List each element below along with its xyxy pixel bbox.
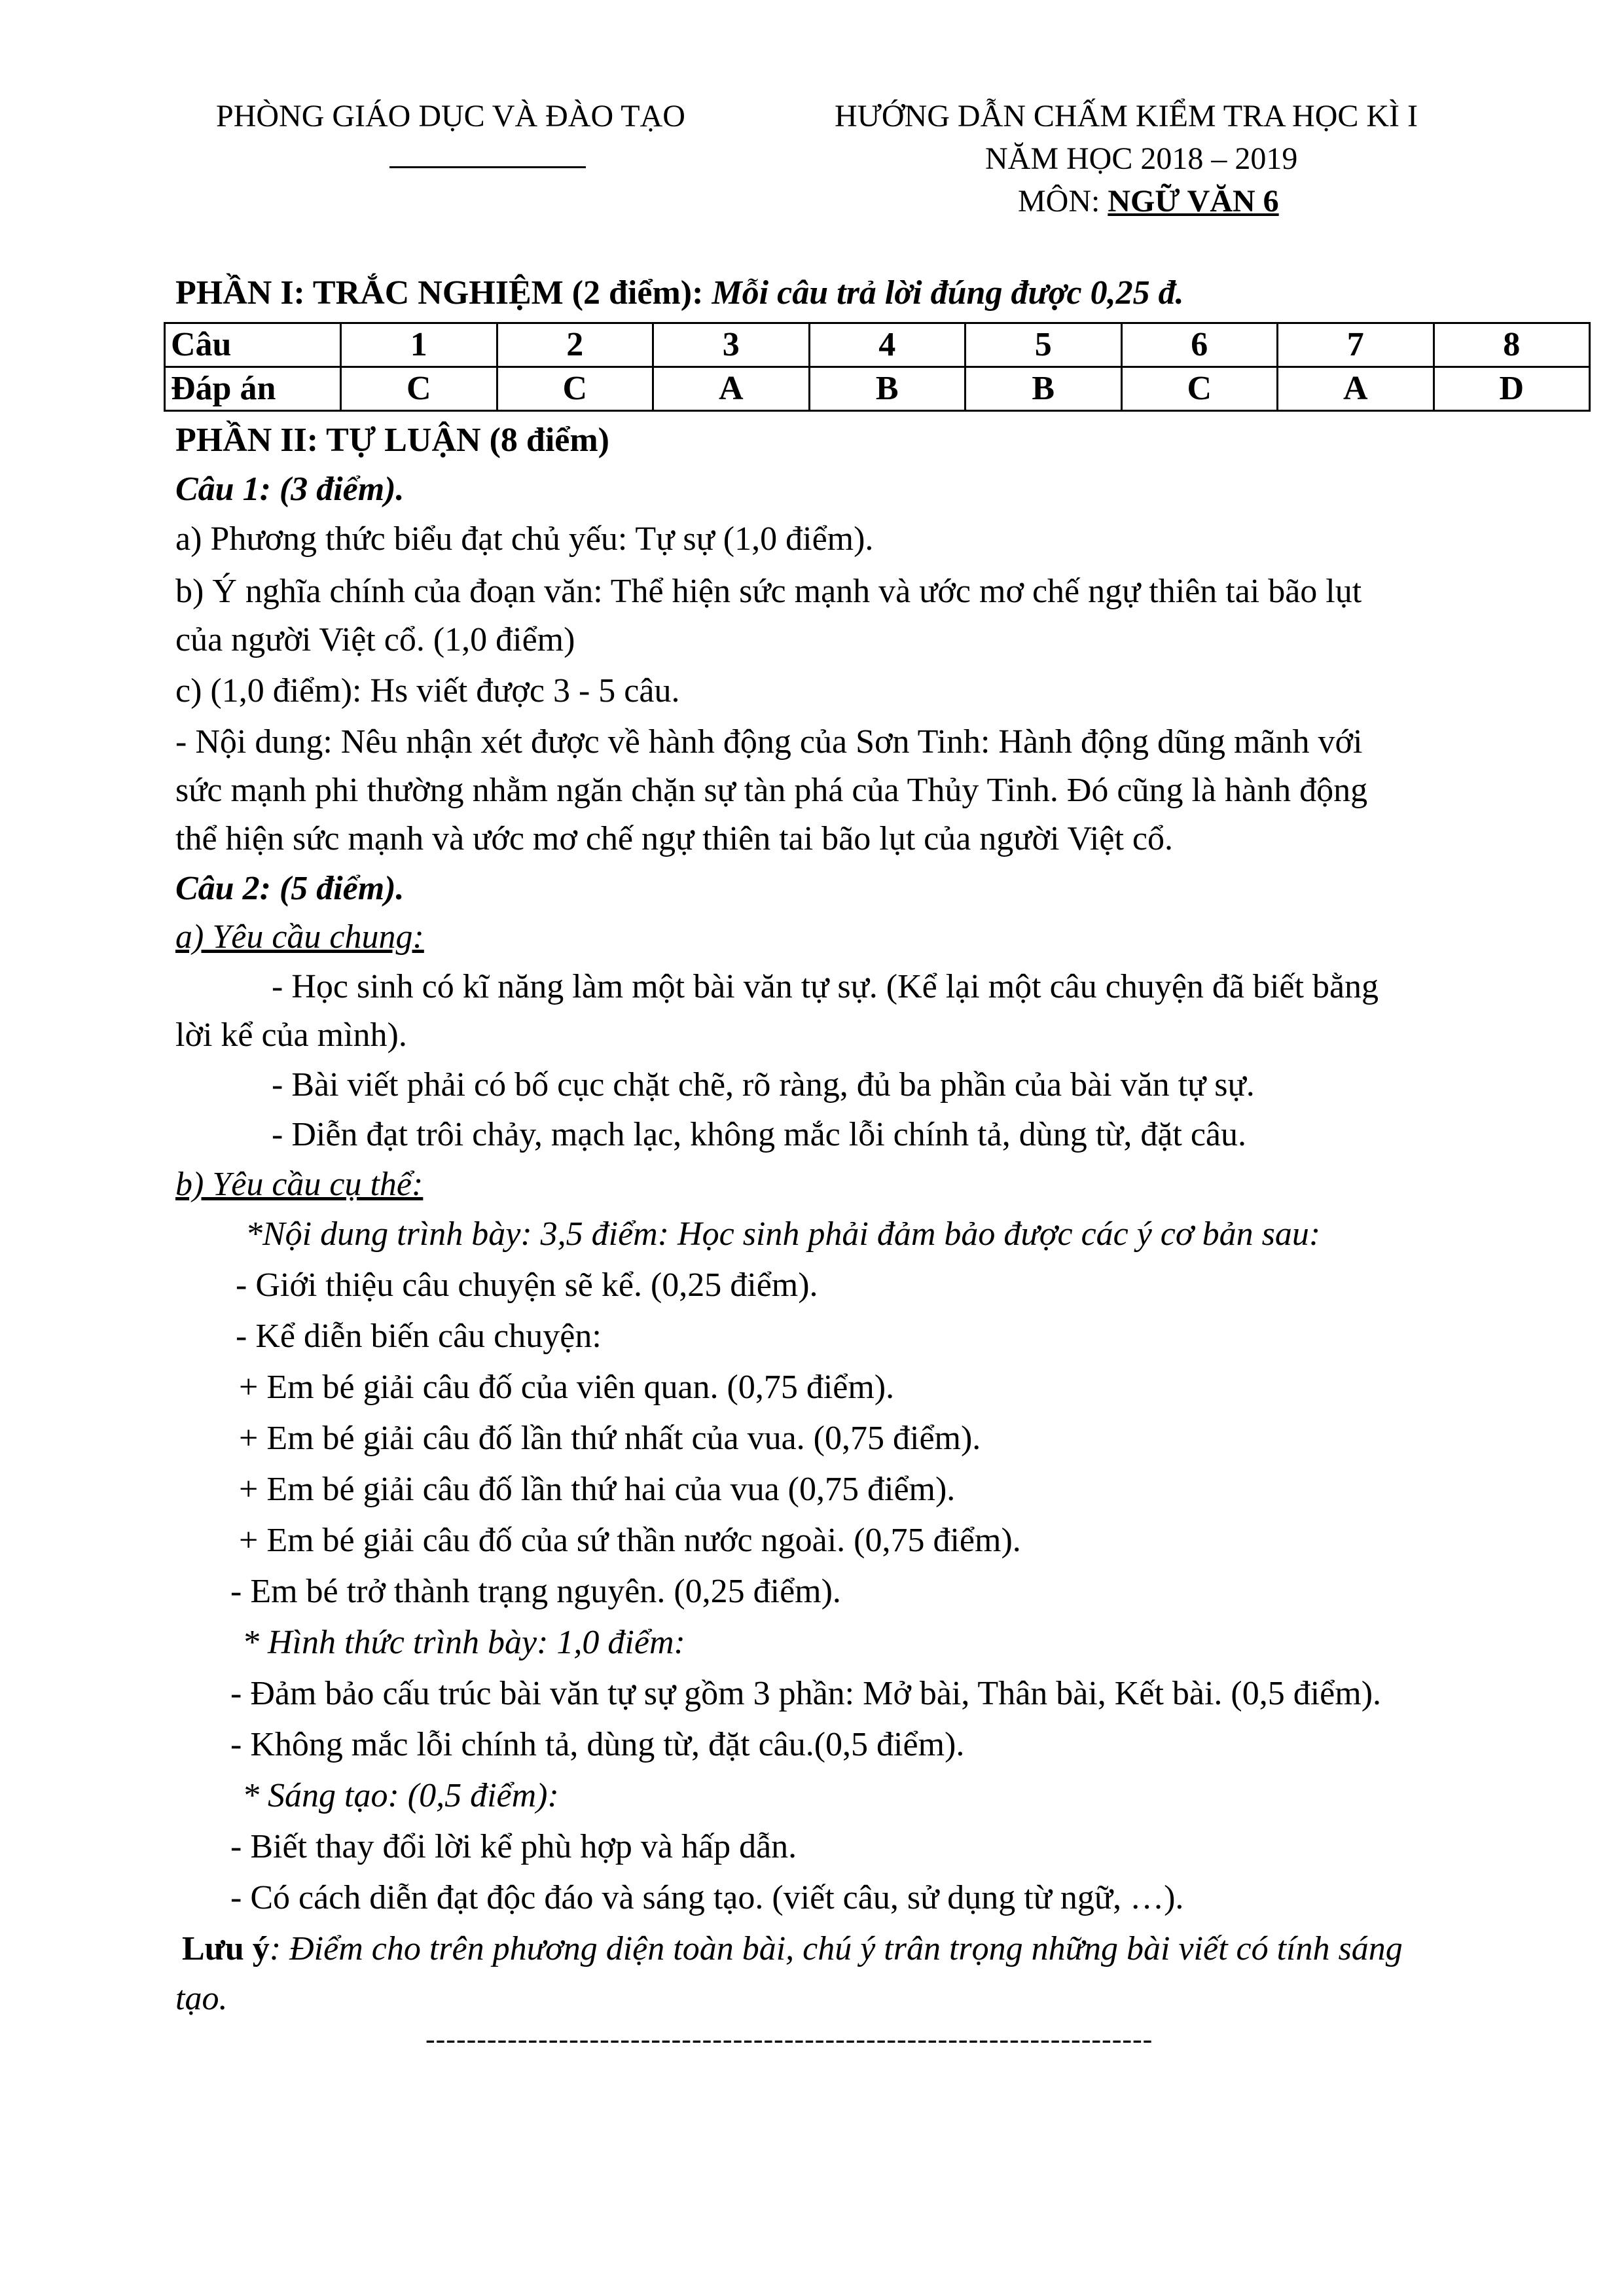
answer-cell: D <box>1434 367 1590 411</box>
question-number: 3 <box>653 323 810 367</box>
q1-content-line3: thể hiện sức mạnh và ước mơ chế ngự thiên tai bão lụt của người Việt cổ. <box>175 820 1173 857</box>
q2-content-item: - Kể diễn biến câu chuyện: <box>236 1318 602 1355</box>
q2-general-heading: a) Yêu cầu chung: <box>175 918 424 956</box>
q2-creative-item: - Có cách diễn đạt độc đáo và sáng tạo. (viết câu, sử dụng từ ngữ, …). <box>230 1879 1184 1916</box>
note-line2: tạo. <box>175 1980 228 2017</box>
q2-specific-heading: b) Yêu cầu cụ thể: <box>175 1166 424 1203</box>
school-year: NĂM HỌC 2018 – 2019 <box>985 141 1298 176</box>
question-number: 6 <box>1121 323 1278 367</box>
note-text: : Điểm cho trên phương diện toàn bài, chú ý trân trọng những bài viết có tính sáng <box>269 1930 1403 1967</box>
answer-cell: B <box>809 367 965 411</box>
q2-heading: Câu 2: (5 điểm). <box>175 870 405 907</box>
subject-name: NGỮ VĂN 6 <box>1108 184 1279 219</box>
q2-general-item1-line1: - Học sinh có kĩ năng làm một bài văn tự sự. (Kể lại một câu chuyện đã biết bằng <box>272 968 1379 1005</box>
q2-creative-item: - Biết thay đổi lời kể phù hợp và hấp dẫn. <box>230 1828 797 1865</box>
q2-content-item: + Em bé giải câu đố lần thứ hai của vua (0,75 điểm). <box>239 1471 956 1508</box>
subject-prefix: MÔN: <box>1018 184 1108 219</box>
answer-table <box>164 322 1591 412</box>
q2-content-item: + Em bé giải câu đố lần thứ nhất của vua. (0,75 điểm). <box>239 1420 981 1457</box>
q2-content-heading: *Nội dung trình bày: 3,5 điểm: Học sinh phải đảm bảo được các ý cơ bản sau: <box>245 1215 1321 1253</box>
q1-content-line1: - Nội dung: Nêu nhận xét được về hành động của Sơn Tinh: Hành động dũng mãnh với <box>175 723 1363 761</box>
q2-creative-heading: * Sáng tạo: (0,5 điểm): <box>242 1777 559 1814</box>
q1-heading: Câu 1: (3 điểm). <box>175 471 405 508</box>
subject-line <box>1018 183 1279 219</box>
department-name: PHÒNG GIÁO DỤC VÀ ĐÀO TẠO <box>216 99 685 134</box>
question-number: 2 <box>497 323 653 367</box>
part1-note: Mỗi câu trả lời đúng được 0,25 đ. <box>712 274 1184 312</box>
q2-content-item: + Em bé giải câu đố của sứ thần nước ngoài. (0,75 điểm). <box>239 1522 1021 1559</box>
q2-general-item1-line2: lời kể của mình). <box>175 1016 407 1054</box>
question-row-label: Câu <box>165 323 341 367</box>
question-number: 1 <box>341 323 497 367</box>
document-title: HƯỚNG DẪN CHẤM KIỂM TRA HỌC KÌ I <box>835 99 1418 134</box>
question-number: 7 <box>1278 323 1434 367</box>
question-number: 4 <box>809 323 965 367</box>
answer-cell: A <box>1278 367 1434 411</box>
q2-form-heading: * Hình thức trình bày: 1,0 điểm: <box>242 1624 685 1661</box>
question-number: 8 <box>1434 323 1590 367</box>
part2-heading: PHẦN II: TỰ LUẬN (8 điểm) <box>175 422 609 459</box>
q2-general-item3: - Diễn đạt trôi chảy, mạch lạc, không mắc lỗi chính tả, dùng từ, đặt câu. <box>272 1116 1247 1153</box>
q2-content-item: + Em bé giải câu đố của viên quan. (0,75 điểm). <box>239 1369 895 1406</box>
answer-cell: B <box>965 367 1122 411</box>
q2-form-item: - Không mắc lỗi chính tả, dùng từ, đặt câu.(0,5 điểm). <box>230 1726 965 1763</box>
q1-answer-a: a) Phương thức biểu đạt chủ yếu: Tự sự (1,0 điểm). <box>175 520 874 558</box>
note-line1 <box>182 1929 1403 1968</box>
q2-form-item: - Đảm bảo cấu trúc bài văn tự sự gồm 3 phần: Mở bài, Thân bài, Kết bài. (0,5 điểm). <box>230 1675 1382 1712</box>
q2-content-item: - Giới thiệu câu chuyện sẽ kể. (0,25 điểm). <box>236 1266 818 1304</box>
answer-cell: C <box>341 367 497 411</box>
part1-title: PHẦN I: TRẮC NGHIỆM (2 điểm): <box>175 274 712 312</box>
header-divider <box>389 166 586 168</box>
q1-answer-b-line2: của người Việt cổ. (1,0 điểm) <box>175 621 575 658</box>
q1-answer-c: c) (1,0 điểm): Hs viết được 3 - 5 câu. <box>175 672 680 709</box>
end-divider: ----------------------------------------------------------------------- <box>425 2023 1153 2055</box>
question-number: 5 <box>965 323 1122 367</box>
question-row <box>165 323 1590 367</box>
answer-row <box>165 367 1590 411</box>
q2-content-item: - Em bé trở thành trạng nguyên. (0,25 điểm). <box>230 1573 841 1610</box>
answer-cell: C <box>1121 367 1278 411</box>
part1-heading <box>175 274 1184 312</box>
note-label: Lưu ý <box>182 1930 270 1967</box>
answer-row-label: Đáp án <box>165 367 341 411</box>
answer-cell: C <box>497 367 653 411</box>
q1-answer-b-line1: b) Ý nghĩa chính của đoạn văn: Thể hiện sức mạnh và ước mơ chế ngự thiên tai bão lụt <box>175 573 1362 610</box>
q1-content-line2: sức mạnh phi thường nhằm ngăn chặn sự tàn phá của Thủy Tinh. Đó cũng là hành động <box>175 772 1368 809</box>
answer-cell: A <box>653 367 810 411</box>
q2-general-item2: - Bài viết phải có bố cục chặt chẽ, rõ ràng, đủ ba phần của bài văn tự sự. <box>272 1066 1255 1103</box>
